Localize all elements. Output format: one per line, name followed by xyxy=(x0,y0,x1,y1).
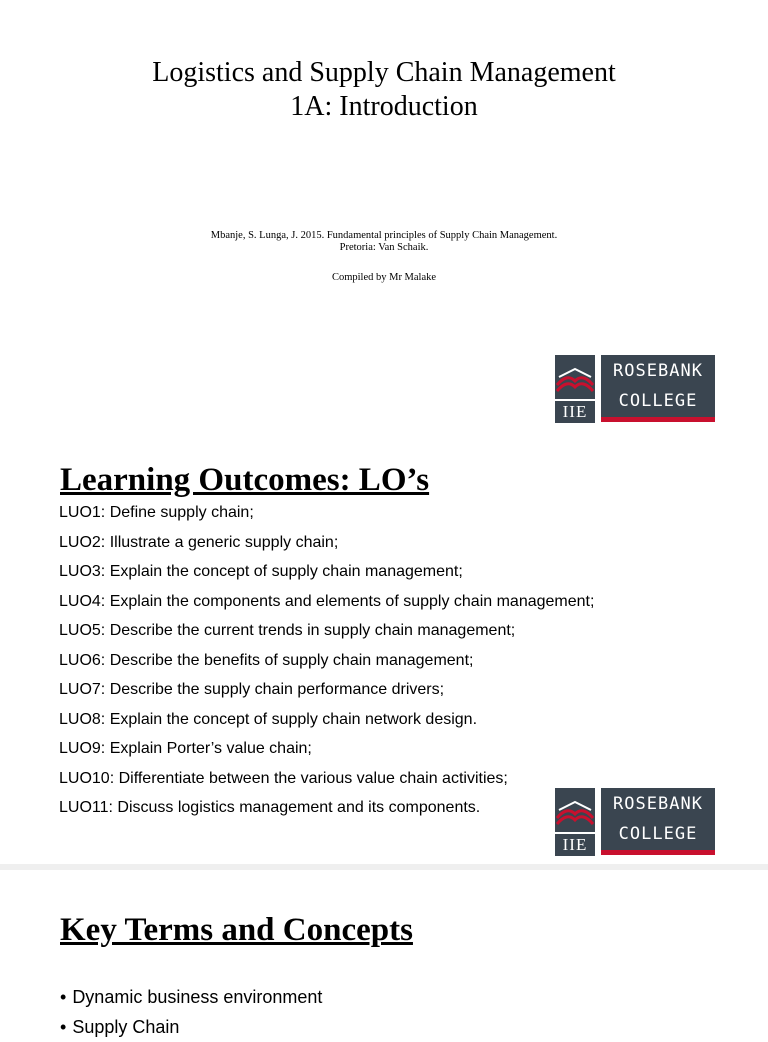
compiled-by: Compiled by Mr Malake xyxy=(331,272,437,283)
list-item: LUO9: Explain Porter’s value chain; xyxy=(59,740,312,757)
list-item: LUO1: Define supply chain; xyxy=(59,504,254,521)
rosebank-college-logo xyxy=(555,355,717,425)
logo-wordmark xyxy=(601,355,715,417)
list-item: LUO4: Explain the components and elements of supply chain management; xyxy=(59,592,595,610)
key-terms-slide xyxy=(0,870,768,1037)
iie-label: IIE xyxy=(555,401,595,423)
list-item: LUO8: Explain the concept of supply chain network design. xyxy=(59,710,478,728)
logo-word-rosebank: ROSEBANK xyxy=(613,361,703,381)
title-line-1: Logistics and Supply Chain Management xyxy=(152,57,616,88)
reference xyxy=(0,230,768,254)
title-slide xyxy=(0,0,768,432)
iie-label: IIE xyxy=(555,834,595,856)
learning-outcomes-list xyxy=(59,498,594,823)
logo-word-rosebank: ROSEBANK xyxy=(613,794,703,814)
slide-title xyxy=(0,56,768,124)
list-item: LUO11: Discuss logistics management and its components. xyxy=(59,799,481,816)
list-item: LUO7: Describe the supply chain performance drivers; xyxy=(59,681,445,698)
logo-red-bar xyxy=(601,850,715,855)
list-item: LUO10: Differentiate between the various value chain activities; xyxy=(59,769,508,787)
list-item: LUO3: Explain the concept of supply chain management; xyxy=(59,563,463,580)
logo-word-college: COLLEGE xyxy=(618,391,698,411)
list-item: • Dynamic business environment xyxy=(60,982,322,1012)
reference-line-2: Pretoria: Van Schaik. xyxy=(339,242,429,253)
learning-outcomes-heading: Learning Outcomes: LO’s xyxy=(60,462,430,498)
title-line-2: 1A: Introduction xyxy=(290,91,478,122)
list-item: LUO6: Describe the benefits of supply chain management; xyxy=(59,651,474,669)
iie-emblem xyxy=(555,355,595,423)
logo-word-college: COLLEGE xyxy=(618,824,698,844)
list-item: • Supply Chain xyxy=(60,1012,322,1042)
iie-emblem xyxy=(555,788,595,856)
logo-wordmark xyxy=(601,788,715,850)
logo-red-bar xyxy=(601,417,715,422)
rosebank-college-logo xyxy=(555,788,717,858)
list-item: LUO5: Describe the current trends in supply chain management; xyxy=(59,622,516,639)
list-item: LUO2: Illustrate a generic supply chain; xyxy=(59,533,339,551)
key-terms-heading: Key Terms and Concepts xyxy=(60,912,413,948)
learning-outcomes-slide xyxy=(0,432,768,864)
key-terms-list xyxy=(60,982,322,1042)
reference-line-1: Mbanje, S. Lunga, J. 2015. Fundamental principles of Supply Chain Management. xyxy=(210,230,558,241)
